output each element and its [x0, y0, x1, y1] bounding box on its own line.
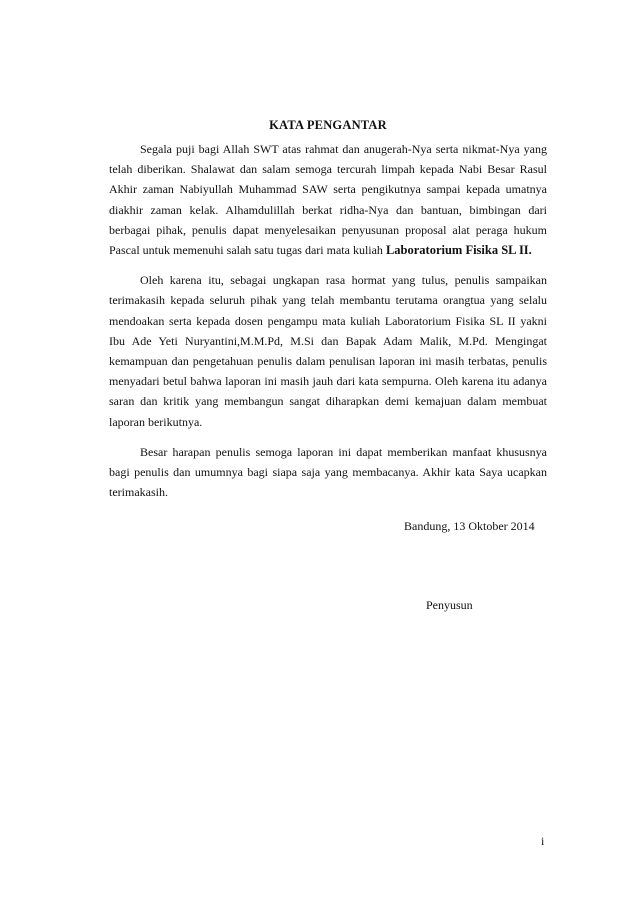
paragraph-opening [109, 139, 547, 260]
course-name-bold: Laboratorium Fisika SL II. [385, 243, 532, 258]
paragraph-closing: Besar harapan penulis semoga laporan ini dapat memberikan manfaat khususnya bagi penulis dan umumnya bagi siapa saja yang membacanya. Akhir kata Saya ucapkan terimakasih. [109, 444, 547, 500]
paragraph-opening-text: Segala puji bagi Allah SWT atas rahmat dan anugerah-Nya serta nikmat-Nya yang telah diberikan. Shalawat dan salam semoga tercurah limpah kepada Nabi Besar Rasul Akhir zaman Nabiyullah Muhammad SAW serta pengikutnya sampai kepada umatnya diakhir zaman kelak. Alhamdulillah berkat ridha-Nya dan bantuan, bimbingan dari berbagai pihak, penulis dapat menyelesaikan penyusunan proposal alat peraga hukum Pascal untuk memenuhi salah satu tugas dari mata kuliah [109, 142, 547, 258]
page-title: KATA PENGANTAR [269, 118, 387, 132]
document-body [109, 118, 547, 512]
page-number: i [541, 834, 545, 848]
signer-label: Penyusun [426, 598, 473, 612]
paragraph-acknowledgement: Oleh karena itu, sebagai ungkapan rasa hormat yang tulus, penulis sampaikan terimakasih kepada seluruh pihak yang telah membantu terutama orangtua yang selalu mendoakan serta kepada dosen pengampu mata kuliah Laboratorium Fisika SL II yakni Ibu Ade Yeti Nuryantini,M.M.Pd, M.Si dan Bapak Adam Malik, M.Pd. Mengingat kemampuan dan pengetahuan penulis dalam penulisan laporan ini masih terbatas, penulis menyadari betul bahwa laporan ini masih jauh dari kata sempurna. Oleh karena itu adanya saran dan kritik yang membangun sangat diharapkan demi kemajuan dalam membuat laporan berikutnya. [109, 273, 547, 429]
date-line: Bandung, 13 Oktober 2014 [404, 519, 535, 533]
